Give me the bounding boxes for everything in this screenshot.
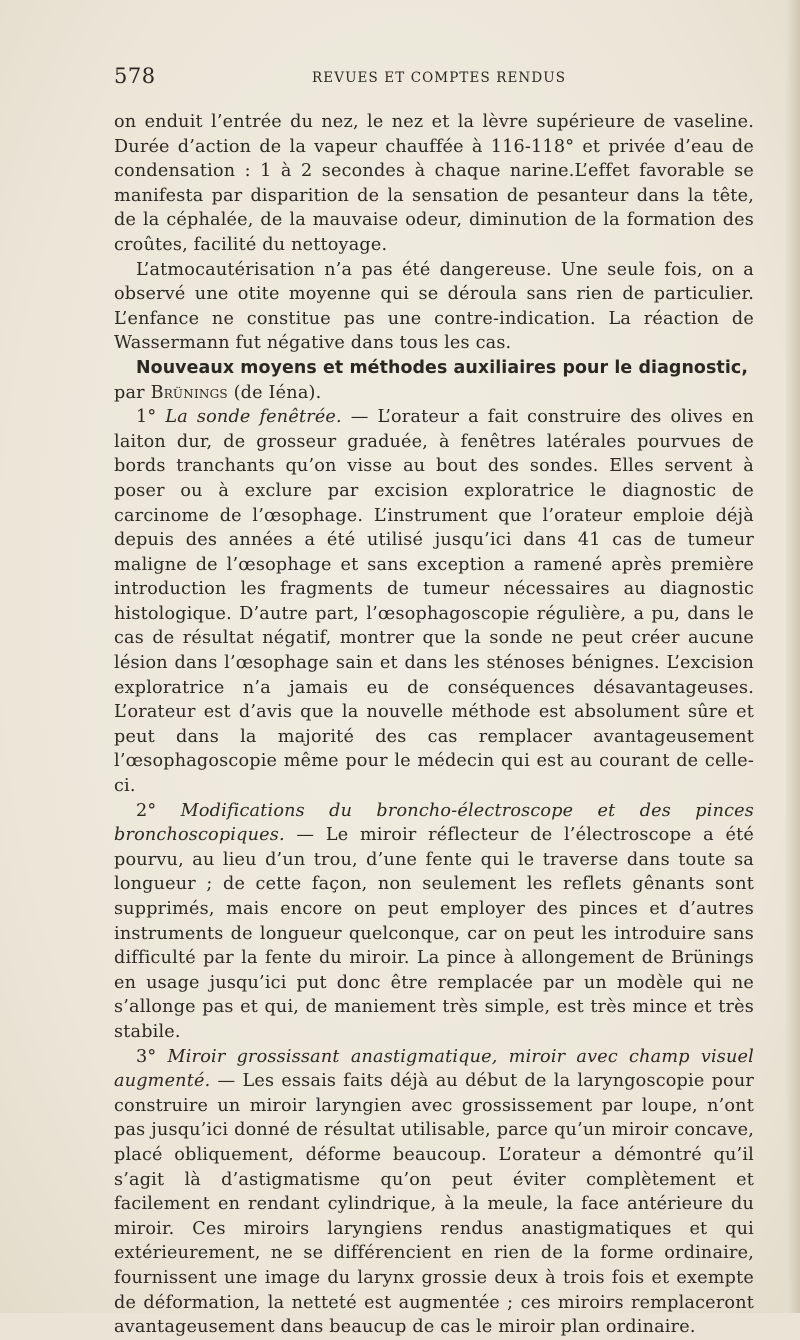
item-1-text: — L’orateur a fait construire des olives en laiton dur, de grosseur graduée, à fenêtres latérales pourvues de bords tranchants qu’on visse au bout des sondes. Elles servent à poser ou à exclure par excision exploratrice le diagnostic de carcinome de l’œsophage. L’instrument que l’orateur emploie déjà depuis des années a été utilisé jusqu’ici dans 41 cas de tumeur maligne de l’œsophage et sans exception a ramené après première introduction les fragments de tumeur nécessaires au diagnostic histologique. D’autre part, l’œsophagoscopie régulière, a pu, dans le cas de résultat négatif, montrer que la sonde ne peut créer aucune lésion dans l’œsophage sain et dans les sténoses bénignes. L’excision exploratrice n’a jamais eu de conséquences désavantageuses. L’orateur est d’avis que la nouvelle méthode est absolument sûre et peut dans la majorité des cas remplacer avantageusement l’œsophagoscopie même pour le médecin qui est au courant de celle-ci. [114, 407, 754, 797]
page-edge-shadow [786, 0, 800, 1313]
item-1-title: La sonde fenêtrée. [165, 407, 342, 428]
paragraph-continuation: on enduit l’entrée du nez, le nez et la lèvre supérieure de vaseline. Durée d’action de la vapeur chauffée à 116-118° et privée d’eau de condensation : 1 à 2 secondes à chaque narine.L’effet favorable se manifesta par disparition de la sensation de pesanteur dans la tête, de la céphalée, de la mauvaise odeur, diminution de la formation des croûtes, facilité du nettoyage. [114, 112, 754, 255]
item-3-text: — Les essais faits déjà au début de la laryngoscopie pour construire un miroir laryngien avec grossissement par loupe, n’ont pas jusqu’ici donné de résultat utilisable, parce qu’un miroir concave, placé obliquement, déforme beaucoup. L’orateur a démontré qu’il s’agit là d’astigmatisme qu’on peut éviter complètement et facilement en rendant cylindrique, à la meule, la face antérieure du miroir. Ces miroirs laryngiens rendus anastigmatiques et qui extérieurement, ne se différencient en rien de la forme ordinaire, fournissent une image du larynx grossie deux à trois fois et exempte de déformation, la netteté est augmentée ; ces miroirs remplaceront avantageusement dans beaucup de cas le miroir plan ordinaire. [114, 1071, 754, 1338]
page-number: 578 [114, 64, 156, 88]
item-1-number: 1° [136, 407, 166, 428]
heading-place: (de Iéna). [227, 382, 322, 403]
heading-author: Brünings [150, 382, 228, 403]
section-heading [114, 356, 754, 405]
running-head: REVUES ET COMPTES RENDUS [312, 70, 567, 86]
heading-by: par [114, 382, 151, 403]
item-2-text: — Le miroir réflecteur de l’électroscope a été pourvu, au lieu d’un trou, d’une fente qui le traverse dans toute sa longueur ; de cette façon, non seulement les reflets gênants sont supprimés, mais encore on peut employer des pinces et d’autres instruments de longueur quelconque, car on peut les introduire sans difficulté par la fente du miroir. La pince à allongement de Brünings en usage jusqu’ici put donc être remplacée par un modèle qui ne s’allonge pas et qui, de maniement très simple, est très mince et très stabile. [114, 825, 754, 1042]
paragraph-item-3 [114, 1045, 754, 1340]
body-text [114, 110, 754, 1340]
paragraph-atmocauterisation: L’atmocautérisation n’a pas été dangereuse. Une seule fois, on a observé une otite moyenne qui se déroula sans rien de particulier. L’enfance ne constitue pas une contre-indication. La réaction de Wassermann fut négative dans tous les cas. [114, 259, 754, 354]
item-3-title: Miroir grossissant anastigmatique, miroir avec champ visuel augmenté. [114, 1046, 754, 1092]
paragraph-item-1 [114, 405, 754, 799]
page-header [114, 64, 714, 94]
item-2-title: Modifications du broncho-électroscope et des pinces bronchoscopiques. [114, 800, 754, 846]
paragraph-item-2 [114, 799, 754, 1045]
section-heading-title: Nouveaux moyens et méthodes auxiliaires pour le diagnostic, [136, 357, 749, 378]
item-2-number: 2° [136, 800, 181, 821]
item-3-number: 3° [136, 1046, 168, 1067]
